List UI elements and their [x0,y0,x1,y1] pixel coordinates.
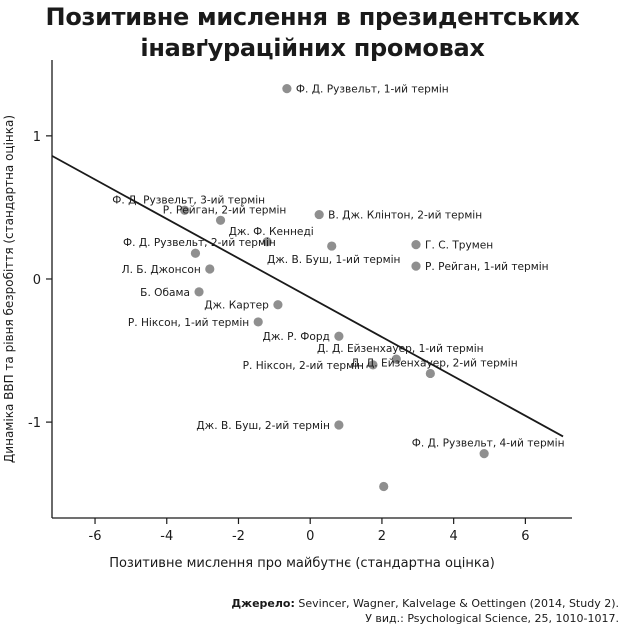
x-tick-label: 6 [521,529,530,544]
data-point [282,84,291,93]
data-point [205,264,214,273]
axes [28,60,572,544]
source-note [199,596,619,626]
source-line-2: У вид.: Psychological Science, 25, 1010-1017. [365,612,619,625]
data-label: Ф. Д. Рузвельт, 2-ий термін [123,237,276,250]
source-label: Джерело: [231,597,295,610]
chart-title-line-2: інавґураційних промовах [140,34,485,62]
x-tick-label: 4 [449,529,458,544]
data-label: Ф. Д. Рузвельт, 1-ий термін [295,83,449,96]
data-point [216,216,225,225]
source-line-1: Sevincer, Wagner, Kalvelage & Oettingen (2014, Study 2). [298,597,619,610]
data-point [334,332,343,341]
data-point [191,249,200,258]
data-point [411,240,420,249]
x-tick-label: -4 [160,529,174,544]
data-point [480,449,489,458]
data-point [315,210,324,219]
data-point [327,241,336,250]
data-label: Б. Обама [140,286,191,299]
data-label: Дж. В. Буш, 2-ий термін [196,419,330,432]
data-label: Ф. Д. Рузвельт, 4-ий термін [411,437,565,450]
x-tick-label: -2 [231,529,245,544]
data-label: Р. Ніксон, 1-ий термін [127,316,250,329]
data-label: Дж. Ф. Кеннеді [228,225,314,238]
data-label: Ф. Д. Рузвельт, 3-ий термін [112,194,266,207]
data-label: Дж. В. Буш, 1-ий термін [266,254,401,267]
x-tick-label: 0 [306,529,315,544]
data-point [411,262,420,271]
data-label: Дж. Р. Форд [262,331,330,344]
y-axis-label: Динаміка ВВП та рівня безробіття (стандартна оцінка) [2,114,16,464]
y-tick-label: 0 [32,272,41,288]
data-label: Д. Д. Ейзенхауер, 2-ий термін [351,357,518,370]
data-point [254,317,263,326]
y-tick-label: -1 [28,416,41,432]
data-point [334,420,343,429]
x-tick-label: -6 [88,529,102,544]
data-point [426,369,435,378]
data-point [194,287,203,296]
data-label: Р. Ніксон, 2-ий термін [242,359,364,372]
data-label: Р. Рейган, 1-ий термін [425,261,549,274]
data-point [379,482,388,491]
chart-title-line-1: Позитивне мислення в президентських [45,3,580,31]
data-point [273,300,282,309]
data-label: Д. Д. Ейзенхауер, 1-ий термін [316,343,484,356]
data-labels [112,84,564,450]
data-label: Г. С. Трумен [425,239,494,252]
data-label: В. Дж. Клінтон, 2-ий термін [328,209,483,222]
x-axis-label: Позитивне мислення про майбутнє (стандартна оцінка) [109,556,495,571]
data-label: Л. Б. Джонсон [121,263,201,276]
data-label: Р. Рейган, 2-ий термін [162,204,287,217]
y-tick-label: 1 [32,129,41,145]
data-label: Дж. Картер [204,299,269,312]
x-tick-label: 2 [377,529,387,544]
